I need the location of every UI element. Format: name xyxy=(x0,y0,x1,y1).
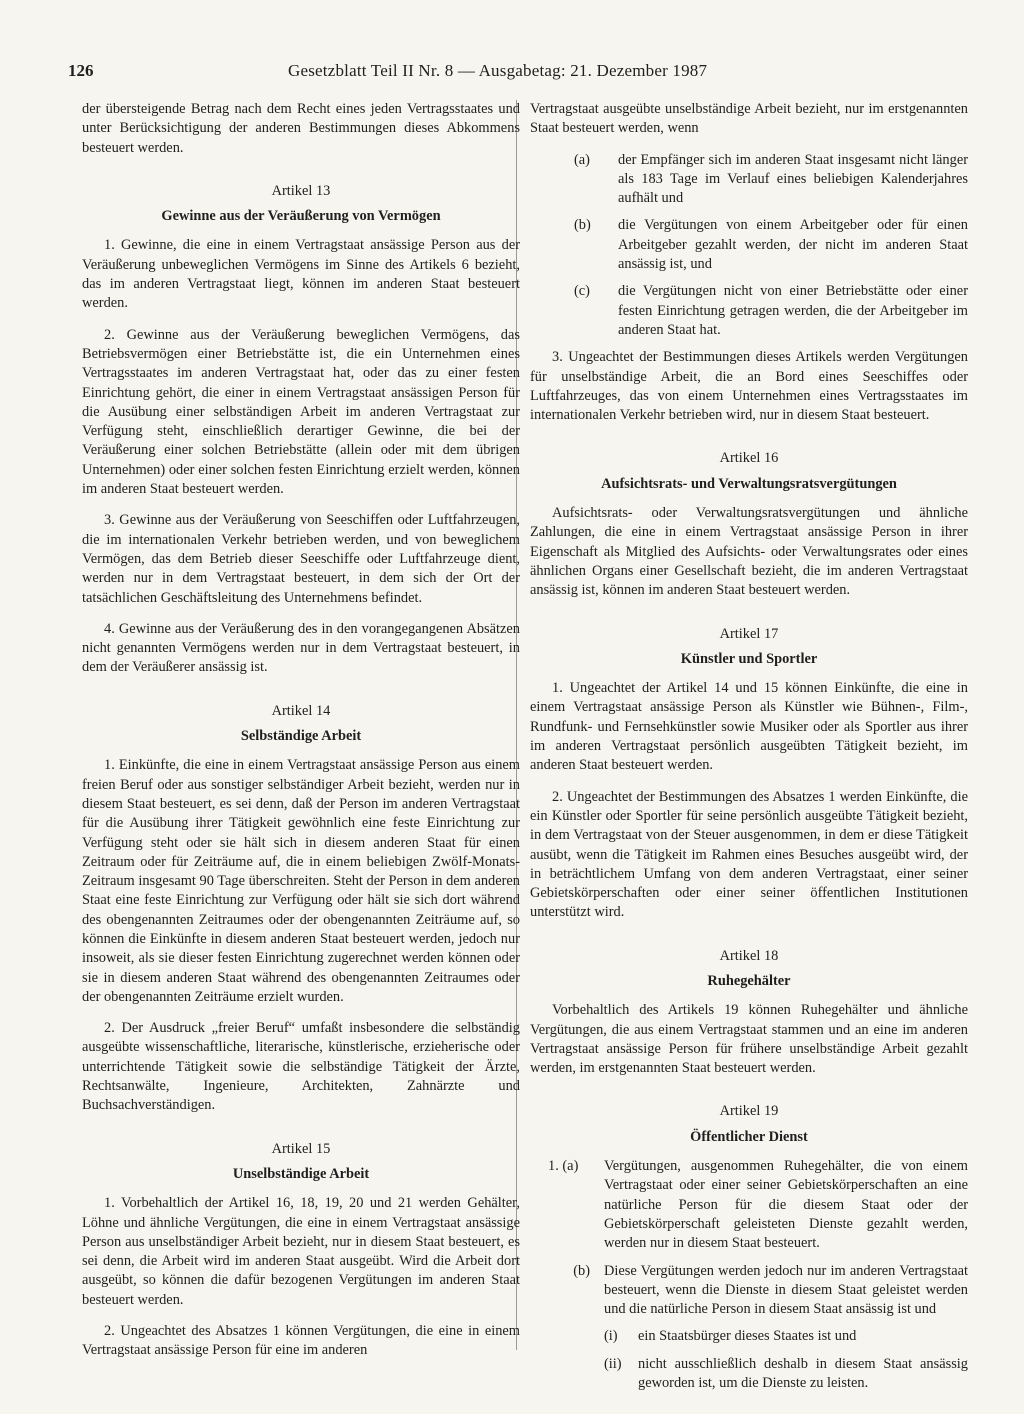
list-item-text: die Vergütungen nicht von einer Betriebstätte oder einer festen Einrichtung getragen werden, die der Arbeitgeber im anderen Staat hat. xyxy=(618,283,968,338)
page-number: 126 xyxy=(68,61,94,80)
list-item-label: (a) xyxy=(574,151,590,168)
list-item xyxy=(548,1262,968,1320)
article-14-paragraph-2: 2. Der Ausdruck „freier Beruf“ umfaßt insbesondere die selbständig ausgeübte wissenschaftliche, literarische, künstlerische, erzieherische oder unterrichtende Tätigkeit sowie die selbständige Tätigkeit der Ärzte, Rechtsanwälte, Ingenieure, Architekten, Zahnärzte und Buchsachverständigen. xyxy=(82,1020,520,1114)
article-17-title: Künstler und Sportler xyxy=(680,650,818,667)
article-16-heading: Artikel 16 xyxy=(719,450,779,467)
list-item-label: (ii) xyxy=(604,1355,622,1372)
article-19-title: Öffentlicher Dienst xyxy=(690,1128,808,1145)
list-item xyxy=(574,282,968,340)
list-item xyxy=(604,1355,968,1394)
header-title: Gesetzblatt Teil II Nr. 8 — Ausgabetag: 21. Dezember 1987 xyxy=(288,61,708,80)
right-column xyxy=(530,100,968,1401)
list-item xyxy=(604,1327,968,1346)
list-item-label: (i) xyxy=(604,1328,618,1345)
article-17-heading: Artikel 17 xyxy=(719,625,779,642)
article-18-heading: Artikel 18 xyxy=(719,947,779,964)
article-17-paragraph-2: 2. Ungeachtet der Bestimmungen des Absatzes 1 werden Einkünfte, die ein Künstler oder Sportler für seine persönlich ausgeübte Tätigkeit bezieht, in dem Vertragstaat von der Steuer ausgenommen, in dem er diese Tätigkeit ausübt, wenn die Tätigkeit im Rahmen eines Besuches ausgeübt wird, der in beträchtlichem Umfang von dem anderen Vertragstaat, einer seiner Gebietskörperschaften oder einer seiner öffentlichen Institutionen unterstützt wird. xyxy=(530,788,968,921)
left-column xyxy=(82,100,520,1373)
list-item-label: (b) xyxy=(573,1262,590,1279)
list-item-text: nicht ausschließlich deshalb in diesem Staat ansässig geworden ist, um die Dienste zu leisten. xyxy=(638,1355,968,1392)
article-13-heading: Artikel 13 xyxy=(271,182,331,199)
article-18-title: Ruhegehälter xyxy=(707,972,791,989)
article-17-paragraph-1: 1. Ungeachtet der Artikel 14 und 15 können Einkünfte, die eine in einem Vertragstaat ansässige Person als Künstler wie Bühnen-, Film-, Rundfunk- und Fernsehkünstler sowie Musiker oder als Sportler aus ihrer im anderen Vertragstaat persönlich ausgeübten Tätigkeit bezieht, im anderen Staat besteuert werden. xyxy=(530,680,968,774)
intro-paragraph: der übersteigende Betrag nach dem Recht eines jeden Vertragsstaates und unter Berücksichtigung der anderen Bestimmungen dieses Abkommens besteuert werden. xyxy=(82,101,520,156)
list-item-text: ein Staatsbürger dieses Staates ist und xyxy=(638,1328,857,1345)
article-13-paragraph-4: 4. Gewinne aus der Veräußerung des in den vorangegangenen Absätzen nicht genannten Vermögens werden nur in dem Vertragstaat besteuert, in dem der Veräußerer ansässig ist. xyxy=(82,620,520,676)
article-15-heading: Artikel 15 xyxy=(271,1140,331,1157)
article-14-title: Selbständige Arbeit xyxy=(240,728,362,745)
article-16-title: Aufsichtsrats- und Verwaltungsratsvergütungen xyxy=(601,475,897,492)
list-item xyxy=(574,151,968,209)
list-item xyxy=(574,216,968,274)
page-header xyxy=(68,60,968,84)
article-15-paragraph-1: 1. Vorbehaltlich der Artikel 16, 18, 19, 20 und 21 werden Gehälter, Löhne und ähnliche Vergütungen, die eine in einem Vertragstaat ansässige Person aus unselbständiger Arbeit bezieht, nur in diesem Staat besteuert, es sei denn, die Arbeit wird im anderen Staat ausgeübt. Wird die Arbeit dort ausgeübt, so können die dafür bezogenen Vergütungen im anderen Staat besteuert werden. xyxy=(82,1195,520,1308)
list-item-text: Vergütungen, ausgenommen Ruhegehälter, die von einem Vertragstaat oder einer seiner Gebietskörperschaften an eine natürliche Person für die diesem Staat oder der Gebietskörperschaft geleisteten Dienste gezahlt werden, werden nur in diesem Staat besteuert. xyxy=(604,1158,968,1252)
list-item-text: die Vergütungen von einem Arbeitgeber oder für einen Arbeitgeber gezahlt werden, der nicht im anderen Staat ansässig ist, und xyxy=(618,217,968,273)
article-15-continuation: Vertragstaat ausgeübte unselbständige Arbeit bezieht, nur im erstgenannten Staat besteuert werden, wenn xyxy=(530,101,968,137)
article-13-paragraph-1: 1. Gewinne, die eine in einem Vertragstaat ansässige Person aus der Veräußerung unbeweglichen Vermögens im Sinne des Artikels 6 bezieht, das im anderen Vertragstaat liegt, können im anderen Staat besteuert werden. xyxy=(82,237,520,312)
article-13-title: Gewinne aus der Veräußerung von Vermögen xyxy=(161,208,441,225)
list-item-label: (c) xyxy=(574,283,590,300)
article-13-paragraph-2: 2. Gewinne aus der Veräußerung beweglichen Vermögens, das Betriebsvermögen einer Betriebstätte ist, die ein Unternehmen eines Vertragsstaates im anderen Vertragstaat hat, oder das zu einer festen Einrichtung gehört, die einer in einem Vertragstaat ansässigen Person für die Ausübung einer selbständigen Arbeit im anderen Vertragstaat zur Verfügung steht, einschließlich derartiger Gewinne, die bei der Veräußerung einer solchen Betriebstätte (allein oder mit dem übrigen Unternehmen) oder einer solchen festen Einrichtung erzielt werden, können im anderen Staat besteuert werden. xyxy=(82,326,520,498)
article-18-paragraph-1: Vorbehaltlich des Artikels 19 können Ruhegehälter und ähnliche Vergütungen, die aus einem Vertragstaat stammen und an eine im anderen Vertragstaat ansässige Person für frühere unselbständige Arbeit gezahlt werden, im erstgenannten Staat besteuert werden. xyxy=(530,1002,968,1077)
article-15-title: Unselbständige Arbeit xyxy=(232,1165,370,1182)
list-item-text: der Empfänger sich im anderen Staat insgesamt nicht länger als 183 Tage im Verlauf eines beliebigen Kalenderjahres aufhält und xyxy=(618,151,968,207)
list-item-text: Diese Vergütungen werden jedoch nur im anderen Vertragstaat besteuert, wenn die Dienste in diesem Staat geleistet werden und die natürliche Person in diesem Staat ansässig ist und xyxy=(604,1262,968,1318)
article-13-paragraph-3: 3. Gewinne aus der Veräußerung von Seeschiffen oder Luftfahrzeugen, die im internationalen Verkehr betrieben werden, und von beweglichem Vermögen, das dem Betrieb dieser Seeschiffe oder Luftfahrzeuge dient, werden nur in dem Vertragstaat besteuert, in dem sich der Ort der tatsächlichen Geschäftsleitung des Unternehmens befindet. xyxy=(82,512,520,606)
list-item-label: (b) xyxy=(574,217,591,234)
list-item-label: 1. (a) xyxy=(548,1158,579,1175)
article-16-paragraph-1: Aufsichtsrats- oder Verwaltungsratsvergütungen und ähnliche Zahlungen, die eine in einem Vertragstaat ansässige Person in ihrer Eigenschaft als Mitglied des Aufsichts- oder Verwaltungsrates oder eines ähnlichen Organs einer Gesellschaft bezieht, die im anderen Vertragstaat ansässig ist, können im anderen Staat besteuert werden. xyxy=(530,505,968,599)
article-15-paragraph-3: 3. Ungeachtet der Bestimmungen dieses Artikels werden Vergütungen für unselbständige Arbeit, die an Bord eines Seeschiffes oder Luftfahrzeuges, das von einem Unternehmen eines Vertragsstaates im internationalen Verkehr betrieben wird, nur in diesem Staat besteuert. xyxy=(530,349,968,424)
article-14-heading: Artikel 14 xyxy=(271,702,331,719)
article-15-paragraph-2: 2. Ungeachtet des Absatzes 1 können Vergütungen, die eine in einem Vertragstaat ansässige Person für eine im anderen xyxy=(82,1323,520,1359)
article-19-heading: Artikel 19 xyxy=(719,1103,779,1120)
article-14-paragraph-1: 1. Einkünfte, die eine in einem Vertragstaat ansässige Person aus einem freien Beruf oder aus sonstiger selbständiger Arbeit bezieht, werden nur in diesem Staat besteuert, es sei denn, daß der Person im anderen Vertragstaat für die Ausübung ihrer Tätigkeit gewöhnlich eine feste Einrichtung zur Verfügung steht oder sie hält sich in diesem anderen Staat für einen Zeitraum oder für Zeiträume auf, die in einem beliebigen Zwölf-Monats-Zeitraum insgesamt 90 Tage überschreiten. Steht der Person in dem anderen Staat eine feste Einrichtung zur Verfügung oder hält sie sich dort während des obengenannten Zeitraumes oder der obengenannten Zeiträume auf, so können die Einkünfte in diesem anderen Staat besteuert werden, jedoch nur insoweit, als sie dieser festen Einrichtung zugerechnet werden können oder sie in diesem anderen Staat während des obengenannten Zeitraumes oder der obengenannten Zeiträume erzielt wurden. xyxy=(82,757,520,1005)
list-item xyxy=(548,1157,968,1253)
